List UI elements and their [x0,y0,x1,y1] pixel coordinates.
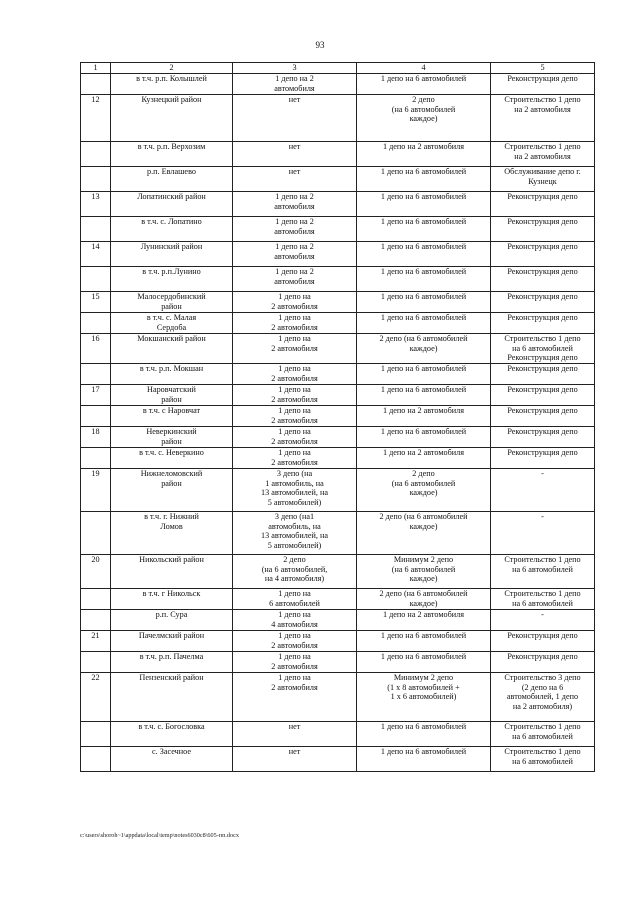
action-cell: Строительство 3 депо (2 депо на 6 автомобилей, 1 депо на 2 автомобиля) [491,673,595,722]
table-row [81,313,595,334]
table-row [81,192,595,217]
action-cell: Реконструкция депо [491,217,595,242]
header-row [81,63,595,74]
row-number-cell: 13 [81,192,111,217]
row-number-cell [81,364,111,385]
current-depot-cell: 3 депо (на1 автомобиль, на 13 автомобилей, на 5 автомобилей) [233,512,357,555]
action-cell: Строительство 1 депо на 2 автомобиля [491,142,595,167]
action-cell: Реконструкция депо [491,242,595,267]
table-row [81,747,595,772]
district-cell: Кузнецкий район [111,95,233,142]
district-cell: в т.ч. с. Богословка [111,722,233,747]
required-depot-cell: 1 депо на 6 автомобилей [357,292,491,313]
row-number-cell [81,267,111,292]
required-depot-cell: 1 депо на 6 автомобилей [357,364,491,385]
row-number-cell [81,512,111,555]
required-depot-cell: 1 депо на 2 автомобиля [357,610,491,631]
action-cell: Строительство 1 депо на 6 автомобилей [491,555,595,589]
district-cell: Пензенский район [111,673,233,722]
required-depot-cell: Минимум 2 депо (на 6 автомобилей каждое) [357,555,491,589]
row-number-cell: 14 [81,242,111,267]
row-number-cell: 19 [81,469,111,512]
current-depot-cell: 1 депо на 2 автомобиля [233,217,357,242]
required-depot-cell: 1 депо на 6 автомобилей [357,652,491,673]
current-depot-cell: 1 депо на 2 автомобиля [233,334,357,364]
required-depot-cell: 1 депо на 6 автомобилей [357,192,491,217]
column-header: 1 [81,63,111,74]
row-number-cell: 12 [81,95,111,142]
current-depot-cell: нет [233,747,357,772]
row-number-cell [81,217,111,242]
table-row [81,334,595,364]
district-cell: Лунинский район [111,242,233,267]
action-cell: Строительство 1 депо на 6 автомобилей [491,722,595,747]
required-depot-cell: 1 депо на 6 автомобилей [357,313,491,334]
table-row [81,292,595,313]
table-row [81,385,595,406]
current-depot-cell: нет [233,142,357,167]
table-row [81,673,595,722]
file-path-footer: c:\users\shoroh~1\appdata\local\temp\notes6030c8\605-пп.docx [80,832,239,839]
action-cell: Реконструкция депо [491,448,595,469]
required-depot-cell: 1 депо на 6 автомобилей [357,722,491,747]
row-number-cell [81,74,111,95]
current-depot-cell: 1 депо на 2 автомобиля [233,448,357,469]
table-row [81,427,595,448]
action-cell: Реконструкция депо [491,267,595,292]
action-cell: Реконструкция депо [491,313,595,334]
table-row [81,448,595,469]
required-depot-cell: 2 депо (на 6 автомобилей каждое) [357,469,491,512]
row-number-cell: 16 [81,334,111,364]
current-depot-cell: 1 депо на 2 автомобиля [233,631,357,652]
action-cell: Обслуживание депо г. Кузнецк [491,167,595,192]
action-cell: - [491,610,595,631]
table-row [81,512,595,555]
required-depot-cell: 1 депо на 6 автомобилей [357,427,491,448]
required-depot-cell: 1 депо на 6 автомобилей [357,74,491,95]
district-cell: Никольский район [111,555,233,589]
table-row [81,217,595,242]
row-number-cell [81,589,111,610]
table-row [81,469,595,512]
row-number-cell [81,406,111,427]
action-cell: - [491,512,595,555]
district-cell: в т.ч. р.п. Пачелма [111,652,233,673]
district-cell: с. Засечное [111,747,233,772]
required-depot-cell: Минимум 2 депо (1 х 8 автомобилей + 1 х 6 автомобилей) [357,673,491,722]
action-cell: Реконструкция депо [491,192,595,217]
action-cell: Строительство 1 депо на 6 автомобилей [491,747,595,772]
table-row [81,406,595,427]
district-cell: Неверкинский район [111,427,233,448]
table-row [81,242,595,267]
row-number-cell: 20 [81,555,111,589]
row-number-cell [81,448,111,469]
district-cell: р.п. Сура [111,610,233,631]
row-number-cell: 21 [81,631,111,652]
district-cell: в т.ч. г Никольск [111,589,233,610]
district-cell: Малосердобинский район [111,292,233,313]
table-row [81,589,595,610]
district-cell: в т.ч. с Наровчат [111,406,233,427]
depot-table [80,62,595,772]
required-depot-cell: 2 депо (на 6 автомобилей каждое) [357,589,491,610]
required-depot-cell: 1 депо на 2 автомобиля [357,406,491,427]
table-row [81,95,595,142]
table-row [81,652,595,673]
required-depot-cell: 2 депо (на 6 автомобилей каждое) [357,95,491,142]
action-cell: Строительство 1 депо на 2 автомобиля [491,95,595,142]
row-number-cell: 17 [81,385,111,406]
row-number-cell: 22 [81,673,111,722]
table-row [81,167,595,192]
column-header: 5 [491,63,595,74]
district-cell: Нижнеломовский район [111,469,233,512]
required-depot-cell: 1 депо на 2 автомобиля [357,448,491,469]
table-row [81,267,595,292]
column-header: 2 [111,63,233,74]
action-cell: - [491,469,595,512]
action-cell: Реконструкция депо [491,652,595,673]
required-depot-cell: 1 депо на 6 автомобилей [357,267,491,292]
current-depot-cell: 1 депо на 2 автомобиля [233,673,357,722]
row-number-cell [81,313,111,334]
action-cell: Реконструкция депо [491,292,595,313]
table-row [81,722,595,747]
action-cell: Строительство 1 депо на 6 автомобилей Реконструкция депо [491,334,595,364]
required-depot-cell: 2 депо (на 6 автомобилей каждое) [357,512,491,555]
current-depot-cell: нет [233,722,357,747]
district-cell: Пачелмский район [111,631,233,652]
district-cell: Мокшанский район [111,334,233,364]
table-row [81,142,595,167]
required-depot-cell: 1 депо на 2 автомобиля [357,142,491,167]
required-depot-cell: 1 депо на 6 автомобилей [357,747,491,772]
row-number-cell [81,747,111,772]
row-number-cell [81,142,111,167]
row-number-cell [81,167,111,192]
current-depot-cell: 1 депо на 2 автомобиля [233,385,357,406]
district-cell: в т.ч. р.п. Колышлей [111,74,233,95]
current-depot-cell: 1 депо на 2 автомобиля [233,292,357,313]
current-depot-cell: 1 депо на 2 автомобиля [233,406,357,427]
current-depot-cell: 1 депо на 2 автомобиля [233,267,357,292]
current-depot-cell: нет [233,167,357,192]
current-depot-cell: 3 депо (на 1 автомобиль, на 13 автомобилей, на 5 автомобилей) [233,469,357,512]
column-header: 3 [233,63,357,74]
current-depot-cell: 1 депо на 2 автомобиля [233,192,357,217]
action-cell: Реконструкция депо [491,385,595,406]
district-cell: в т.ч. р.п. Мокшан [111,364,233,385]
row-number-cell: 15 [81,292,111,313]
current-depot-cell: нет [233,95,357,142]
required-depot-cell: 1 депо на 6 автомобилей [357,242,491,267]
required-depot-cell: 1 депо на 6 автомобилей [357,385,491,406]
district-cell: в т.ч. р.п. Верхозим [111,142,233,167]
page-number: 93 [315,40,325,50]
current-depot-cell: 1 депо на 2 автомобиля [233,242,357,267]
district-cell: Наровчатский район [111,385,233,406]
district-cell: в т.ч. г. Нижний Ломов [111,512,233,555]
table-row [81,631,595,652]
row-number-cell [81,610,111,631]
table-row [81,364,595,385]
district-cell: р.п. Евлашево [111,167,233,192]
required-depot-cell: 1 депо на 6 автомобилей [357,167,491,192]
action-cell: Реконструкция депо [491,364,595,385]
current-depot-cell: 1 депо на 2 автомобиля [233,427,357,448]
row-number-cell: 18 [81,427,111,448]
action-cell: Реконструкция депо [491,427,595,448]
current-depot-cell: 1 депо на 2 автомобиля [233,313,357,334]
current-depot-cell: 1 депо на 2 автомобиля [233,364,357,385]
current-depot-cell: 1 депо на 4 автомобиля [233,610,357,631]
district-cell: Лопатинский район [111,192,233,217]
district-cell: в т.ч. с. Лопатино [111,217,233,242]
table-row [81,74,595,95]
required-depot-cell: 2 депо (на 6 автомобилей каждое) [357,334,491,364]
district-cell: в т.ч. с. Неверкино [111,448,233,469]
action-cell: Реконструкция депо [491,631,595,652]
table-row [81,555,595,589]
current-depot-cell: 2 депо (на 6 автомобилей, на 4 автомобиля) [233,555,357,589]
action-cell: Строительство 1 депо на 6 автомобилей [491,589,595,610]
required-depot-cell: 1 депо на 6 автомобилей [357,217,491,242]
district-cell: в т.ч. р.п.Лунино [111,267,233,292]
district-cell: в т.ч. с. Малая Сердоба [111,313,233,334]
current-depot-cell: 1 депо на 2 автомобиля [233,74,357,95]
row-number-cell [81,722,111,747]
action-cell: Реконструкция депо [491,74,595,95]
current-depot-cell: 1 депо на 6 автомобилей [233,589,357,610]
row-number-cell [81,652,111,673]
action-cell: Реконструкция депо [491,406,595,427]
table-row [81,610,595,631]
required-depot-cell: 1 депо на 6 автомобилей [357,631,491,652]
current-depot-cell: 1 депо на 2 автомобиля [233,652,357,673]
column-header: 4 [357,63,491,74]
